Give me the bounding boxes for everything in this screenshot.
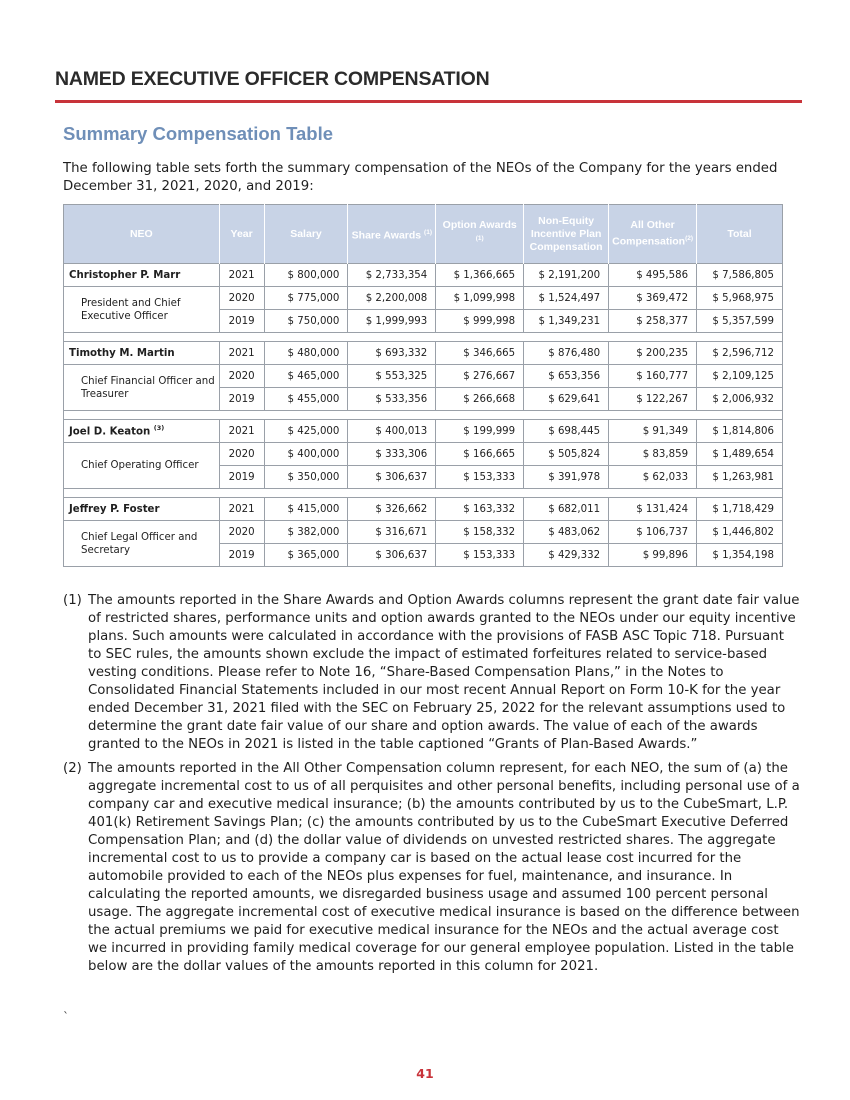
cell-share-awards: $ 306,637 (348, 466, 436, 489)
table-header-row (64, 205, 783, 264)
table-row (64, 420, 783, 443)
cell-share-awards: $ 1,999,993 (348, 310, 436, 333)
cell-all-other: $ 99,896 (609, 544, 697, 567)
footnotes (63, 592, 801, 982)
cell-total: $ 1,354,198 (697, 544, 783, 567)
col-header-option-awards: Option Awards $^{(1)}$ (436, 205, 524, 264)
cell-year: 2021 (219, 342, 264, 365)
cell-option-awards: $ 166,665 (436, 443, 524, 466)
cell-share-awards: $ 533,356 (348, 388, 436, 411)
cell-option-awards: $ 266,668 (436, 388, 524, 411)
cell-non-equity: $ 1,349,231 (524, 310, 609, 333)
cell-share-awards: $ 2,733,354 (348, 264, 436, 287)
cell-all-other: $ 83,859 (609, 443, 697, 466)
cell-share-awards: $ 306,637 (348, 544, 436, 567)
cell-option-awards: $ 199,999 (436, 420, 524, 443)
officer-name (64, 264, 220, 287)
cell-all-other: $ 106,737 (609, 521, 697, 544)
cell-non-equity: $ 682,011 (524, 498, 609, 521)
cell-total: $ 7,586,805 (697, 264, 783, 287)
cell-option-awards: $ 163,332 (436, 498, 524, 521)
table-spacer-row (64, 411, 783, 420)
cell-all-other: $ 122,267 (609, 388, 697, 411)
cell-year: 2019 (219, 544, 264, 567)
spacer-cell (64, 489, 783, 498)
cell-share-awards: $ 326,662 (348, 498, 436, 521)
cell-all-other: $ 258,377 (609, 310, 697, 333)
cell-option-awards: $ 1,366,665 (436, 264, 524, 287)
footnote-ref-2: (2) (685, 235, 694, 243)
officer-title: Chief Legal Officer and Secretary (64, 521, 220, 567)
cell-year: 2020 (219, 443, 264, 466)
cell-total: $ 1,718,429 (697, 498, 783, 521)
officer-name-text: Jeffrey P. Foster (69, 503, 160, 515)
cell-salary: $ 800,000 (264, 264, 348, 287)
cell-salary: $ 480,000 (264, 342, 348, 365)
cell-salary: $ 750,000 (264, 310, 348, 333)
cell-salary: $ 775,000 (264, 287, 348, 310)
officer-name-text: Timothy M. Martin (69, 347, 175, 359)
officer-name (64, 498, 220, 521)
cell-share-awards: $ 316,671 (348, 521, 436, 544)
cell-total: $ 2,596,712 (697, 342, 783, 365)
table-row (64, 287, 783, 310)
cell-year: 2019 (219, 466, 264, 489)
stray-mark: ` (63, 1010, 69, 1024)
cell-all-other: $ 131,424 (609, 498, 697, 521)
cell-salary: $ 350,000 (264, 466, 348, 489)
cell-all-other: $ 495,586 (609, 264, 697, 287)
cell-year: 2020 (219, 287, 264, 310)
table-row (64, 365, 783, 388)
cell-salary: $ 365,000 (264, 544, 348, 567)
cell-option-awards: $ 158,332 (436, 521, 524, 544)
footnote-ref-1: (1) (424, 228, 432, 236)
cell-year: 2020 (219, 521, 264, 544)
table-spacer-row (64, 489, 783, 498)
section-title: NAMED EXECUTIVE OFFICER COMPENSATION (55, 68, 490, 90)
cell-share-awards: $ 2,200,008 (348, 287, 436, 310)
cell-year: 2019 (219, 310, 264, 333)
cell-salary: $ 382,000 (264, 521, 348, 544)
footnote-ref-3: (3) (153, 424, 165, 433)
spacer-cell (64, 333, 783, 342)
cell-non-equity: $ 1,524,497 (524, 287, 609, 310)
cell-all-other: $ 369,472 (609, 287, 697, 310)
footnote-ref-1: (1) (475, 235, 484, 243)
cell-non-equity: $ 505,824 (524, 443, 609, 466)
cell-option-awards: $ 153,333 (436, 466, 524, 489)
subsection-title: Summary Compensation Table (63, 123, 334, 144)
cell-total: $ 5,968,975 (697, 287, 783, 310)
intro-paragraph: The following table sets forth the summary compensation of the NEOs of the Company for the years ended December 31, 2021, 2020, and 2019: (63, 161, 778, 194)
summary-compensation-table (63, 204, 783, 567)
cell-all-other: $ 200,235 (609, 342, 697, 365)
cell-non-equity: $ 429,332 (524, 544, 609, 567)
cell-all-other: $ 160,777 (609, 365, 697, 388)
section-divider (55, 100, 802, 103)
table-row (64, 264, 783, 287)
col-header-neo: NEO (64, 205, 220, 264)
officer-name-text: Joel D. Keaton (69, 426, 151, 438)
cell-non-equity: $ 698,445 (524, 420, 609, 443)
cell-total: $ 1,489,654 (697, 443, 783, 466)
cell-total: $ 5,357,599 (697, 310, 783, 333)
cell-non-equity: $ 2,191,200 (524, 264, 609, 287)
cell-share-awards: $ 693,332 (348, 342, 436, 365)
cell-option-awards: $ 1,099,998 (436, 287, 524, 310)
cell-salary: $ 415,000 (264, 498, 348, 521)
cell-year: 2021 (219, 264, 264, 287)
cell-share-awards: $ 400,013 (348, 420, 436, 443)
footnote-1 (63, 592, 801, 754)
footnote-text: The amounts reported in the Share Awards and Option Awards columns represent the grant date fair value of restricted shares, performance units and option awards granted to the NEOs under our equity incentive plans. Such amounts were calculated in accordance with the provisions of FASB ASC Topic 718. Pursuant to SEC rules, the amounts shown exclude the impact of estimated forfeitures related to service-based vesting conditions. Please refer to Note 16, “Share-Based Compensation Plans,” in the Notes to Consolidated Financial Statements included in our most recent Annual Report on Form 10-K for the year ended December 31, 2021 filed with the SEC on February 25, 2022 for the relevant assumptions used to determine the grant date fair value of our share and option awards. The value of each of the awards granted to the NEOs in 2021 is listed in the table captioned “Grants of Plan-Based Awards.” (88, 593, 800, 752)
cell-year: 2021 (219, 498, 264, 521)
cell-option-awards: $ 999,998 (436, 310, 524, 333)
footnote-mark: (2) (63, 761, 82, 776)
cell-share-awards: $ 333,306 (348, 443, 436, 466)
table-row (64, 342, 783, 365)
col-header-salary: Salary (264, 205, 348, 264)
cell-year: 2019 (219, 388, 264, 411)
cell-total: $ 2,109,125 (697, 365, 783, 388)
officer-title: President and Chief Executive Officer (64, 287, 220, 333)
table-row (64, 521, 783, 544)
cell-non-equity: $ 876,480 (524, 342, 609, 365)
spacer-cell (64, 411, 783, 420)
officer-name (64, 342, 220, 365)
cell-non-equity: $ 629,641 (524, 388, 609, 411)
cell-salary: $ 400,000 (264, 443, 348, 466)
cell-non-equity: $ 391,978 (524, 466, 609, 489)
col-header-all-other: All Other Compensation$^{(2)}$ (609, 205, 697, 264)
cell-share-awards: $ 553,325 (348, 365, 436, 388)
cell-salary: $ 455,000 (264, 388, 348, 411)
col-header-year: Year (219, 205, 264, 264)
cell-all-other: $ 62,033 (609, 466, 697, 489)
col-header-share-awards: Share Awards $^{(1)}$ (348, 205, 436, 264)
officer-title: Chief Operating Officer (64, 443, 220, 489)
col-header-total: Total (697, 205, 783, 264)
page-number: 41 (416, 1066, 434, 1081)
footnote-text: The amounts reported in the All Other Compensation column represent, for each NEO, the sum of (a) the aggregate incremental cost to us of all perquisites and other personal benefits, including personal use of a company car and executive medical insurance; (b) the amounts contributed by us to the CubeSmart, L.P. 401(k) Retirement Savings Plan; (c) the amounts contributed by us to the CubeSmart Executive Deferred Compensation Plan; and (d) the dollar value of dividends on unvested restricted shares. The aggregate incremental cost to us to provide a company car is based on the actual lease cost incurred for the automobile provided to each of the NEOs plus expenses for fuel, maintenance, and insurance. In calculating the reported amounts, we disregarded business usage and assumed 100 percent personal usage. The aggregate incremental cost of executive medical insurance is based on the difference between the actual premiums we paid for executive medical insurance for the NEOs and the actual average cost we incurred in providing family medical coverage for our general employee population. Listed in the table below are the dollar values of the amounts reported in this column for 2021. (88, 761, 800, 974)
cell-option-awards: $ 153,333 (436, 544, 524, 567)
cell-non-equity: $ 483,062 (524, 521, 609, 544)
cell-total: $ 1,446,802 (697, 521, 783, 544)
cell-total: $ 1,814,806 (697, 420, 783, 443)
cell-salary: $ 465,000 (264, 365, 348, 388)
footnote-2 (63, 760, 801, 976)
cell-all-other: $ 91,349 (609, 420, 697, 443)
officer-title: Chief Financial Officer and Treasurer (64, 365, 220, 411)
cell-total: $ 2,006,932 (697, 388, 783, 411)
table-row (64, 498, 783, 521)
footnote-mark: (1) (63, 593, 82, 608)
cell-salary: $ 425,000 (264, 420, 348, 443)
cell-option-awards: $ 276,667 (436, 365, 524, 388)
officer-name (64, 420, 220, 443)
cell-total: $ 1,263,981 (697, 466, 783, 489)
cell-year: 2021 (219, 420, 264, 443)
table-row (64, 443, 783, 466)
col-header-non-equity: Non-Equity Incentive Plan Compensation (524, 205, 609, 264)
cell-non-equity: $ 653,356 (524, 365, 609, 388)
cell-option-awards: $ 346,665 (436, 342, 524, 365)
officer-name-text: Christopher P. Marr (69, 269, 181, 281)
cell-year: 2020 (219, 365, 264, 388)
table-spacer-row (64, 333, 783, 342)
